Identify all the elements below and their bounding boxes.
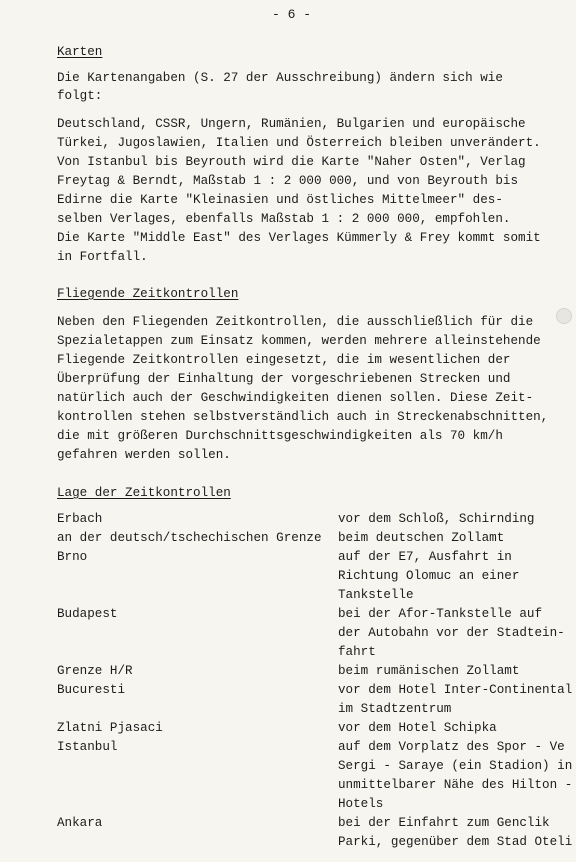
location-name: Zlatni Pjasaci xyxy=(57,721,163,735)
fliegende-line: Überprüfung der Einhaltung der vorgeschriebenen Strecken und xyxy=(57,372,511,386)
location-name: Brno xyxy=(57,550,88,564)
fliegende-line: Spezialetappen zum Einsatz kommen, werden mehrere alleinstehende xyxy=(57,334,541,348)
location-description: unmittelbarer Nähe des Hilton - xyxy=(338,778,573,792)
location-description: der Autobahn vor der Stadtein- xyxy=(338,626,565,640)
fliegende-line: kontrollen stehen selbstverständlich auch in Streckenabschnitten, xyxy=(57,410,549,424)
heading-fliegende-zeitkontrollen: Fliegende Zeitkontrollen xyxy=(57,287,239,301)
location-description: Sergi - Saraye (ein Stadion) in xyxy=(338,759,573,773)
location-description: Hotels xyxy=(338,797,384,811)
fliegende-line: gefahren werden sollen. xyxy=(57,448,231,462)
location-description: auf dem Vorplatz des Spor - Ve xyxy=(338,740,565,754)
location-description: auf der E7, Ausfahrt in xyxy=(338,550,512,564)
location-description: beim rumänischen Zollamt xyxy=(338,664,520,678)
punch-hole xyxy=(556,308,572,324)
fliegende-line: Neben den Fliegenden Zeitkontrollen, die ausschließlich für die xyxy=(57,315,534,329)
heading-lage-der-zeitkontrollen: Lage der Zeitkontrollen xyxy=(57,486,231,500)
karten-line: Die Kartenangaben (S. 27 der Ausschreibung) ändern sich wie xyxy=(57,71,503,85)
location-description: Richtung Olomuc an einer xyxy=(338,569,520,583)
karten-line: selben Verlages, ebenfalls Maßstab 1 : 2 000 000, empfohlen. xyxy=(57,212,511,226)
karten-line: Türkei, Jugoslawien, Italien und Österreich bleiben unverändert. xyxy=(57,136,541,150)
karten-line: Von Istanbul bis Beyrouth wird die Karte "Naher Osten", Verlag xyxy=(57,155,526,169)
location-name: Budapest xyxy=(57,607,118,621)
karten-line: in Fortfall. xyxy=(57,250,148,264)
karten-line: Deutschland, CSSR, Ungern, Rumänien, Bulgarien und europäische xyxy=(57,117,526,131)
location-name: an der deutsch/tschechischen Grenze xyxy=(57,531,322,545)
fliegende-line: die mit größeren Durchschnittsgeschwindigkeiten als 70 km/h xyxy=(57,429,503,443)
location-name: Erbach xyxy=(57,512,103,526)
location-description: bei der Einfahrt zum Genclik xyxy=(338,816,550,830)
karten-line: Edirne die Karte "Kleinasien und östliches Mittelmeer" des- xyxy=(57,193,503,207)
location-description: fahrt xyxy=(338,645,376,659)
location-description: beim deutschen Zollamt xyxy=(338,531,505,545)
fliegende-line: Fliegende Zeitkontrollen eingesetzt, die im wesentlichen der xyxy=(57,353,511,367)
location-description: vor dem Schloß, Schirnding xyxy=(338,512,535,526)
location-description: Tankstelle xyxy=(338,588,414,602)
location-name: Grenze H/R xyxy=(57,664,133,678)
location-description: vor dem Hotel Inter-Continental xyxy=(338,683,573,697)
fliegende-line: natürlich auch der Geschwindigkeiten dienen sollen. Diese Zeit- xyxy=(57,391,534,405)
location-name: Bucuresti xyxy=(57,683,126,697)
location-description: im Stadtzentrum xyxy=(338,702,452,716)
heading-karten: Karten xyxy=(57,45,103,59)
location-description: bei der Afor-Tankstelle auf xyxy=(338,607,543,621)
page-number: - 6 - xyxy=(272,7,312,22)
location-description: vor dem Hotel Schipka xyxy=(338,721,497,735)
karten-line: Freytag & Berndt, Maßstab 1 : 2 000 000, und von Beyrouth bis xyxy=(57,174,519,188)
karten-line: folgt: xyxy=(57,89,103,103)
location-name: Ankara xyxy=(57,816,103,830)
location-name: Istanbul xyxy=(57,740,118,754)
karten-line: Die Karte "Middle East" des Verlages Kümmerly & Frey kommt somit xyxy=(57,231,541,245)
location-description: Parki, gegenüber dem Stad Oteli xyxy=(338,835,573,849)
